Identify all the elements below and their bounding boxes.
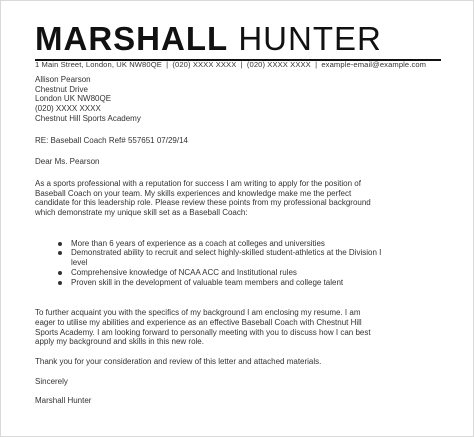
closing-line: apply my background and skills in this new role. <box>35 337 204 347</box>
salutation: Dear Ms. Pearson <box>35 157 100 167</box>
letter-body <box>35 75 445 406</box>
contact-address: 1 Main Street, London, UK NW80QE <box>35 60 162 69</box>
list-item <box>58 239 445 249</box>
signature-name: Marshall Hunter <box>35 396 92 406</box>
contact-separator: | <box>240 60 243 69</box>
last-name: HUNTER <box>238 20 382 57</box>
closing-line: eager to utilise my abilities and experience as an effective Baseball Coach with Chestnut Hill <box>35 317 362 327</box>
applicant-name <box>35 21 382 57</box>
contact-phone-1: (020) XXXX XXXX <box>172 60 237 69</box>
contact-phone-2: (020) XXXX XXXX <box>246 60 311 69</box>
list-item-text: level <box>71 258 88 268</box>
first-name: MARSHALL <box>35 20 229 57</box>
intro-line: Baseball Coach on your team. My skills experiences and knowledge make me the perfect <box>35 188 352 198</box>
intro-line: which demonstrate my unique skill set as a Baseball Coach: <box>35 208 248 218</box>
recipient-phone: (020) XXXX XXXX <box>35 104 101 114</box>
list-item-text: More than 6 years of experience as a coach at colleges and universities <box>71 238 325 248</box>
intro-line: candidate for this leadership role. Please review these points from my professional background <box>35 198 371 208</box>
thank-you-line: Thank you for your consideration and review of this letter and attached materials. <box>35 357 322 367</box>
intro-paragraph <box>35 179 435 218</box>
subject-line: RE: Baseball Coach Ref# 557651 07/29/14 <box>35 135 188 145</box>
recipient-name: Allison Pearson <box>35 75 91 84</box>
contact-email: example-email@example.com <box>321 60 427 69</box>
list-item <box>58 248 445 267</box>
contact-line <box>35 60 426 69</box>
list-item <box>58 278 445 288</box>
closing-line: To further acquaint you with the specifics of my background I am enclosing my resume. I am <box>35 308 361 318</box>
list-item-text: Demonstrated ability to recruit and select highly-skilled student-athletics at the Division I <box>71 248 382 258</box>
recipient-block <box>35 75 445 124</box>
closing-line: Sports Academy. I am looking forward to personally meeting with you to discuss how I can best <box>35 327 371 337</box>
list-item-text: Proven skill in the development of valuable team members and college talent <box>71 277 344 287</box>
list-item <box>58 268 445 278</box>
signoff: Sincerely <box>35 376 68 386</box>
list-item-text: Comprehensive knowledge of NCAA ACC and Institutional rules <box>71 267 297 277</box>
recipient-city: London UK NW80QE <box>35 94 112 104</box>
closing-paragraph <box>35 308 435 347</box>
qualifications-list <box>35 239 445 288</box>
recipient-street: Chestnut Drive <box>35 84 88 94</box>
recipient-organization: Chestnut Hill Sports Academy <box>35 113 141 123</box>
intro-line: As a sports professional with a reputation for success I am writing to apply for the position of <box>35 178 361 188</box>
contact-separator: | <box>315 60 318 69</box>
contact-separator: | <box>166 60 169 69</box>
